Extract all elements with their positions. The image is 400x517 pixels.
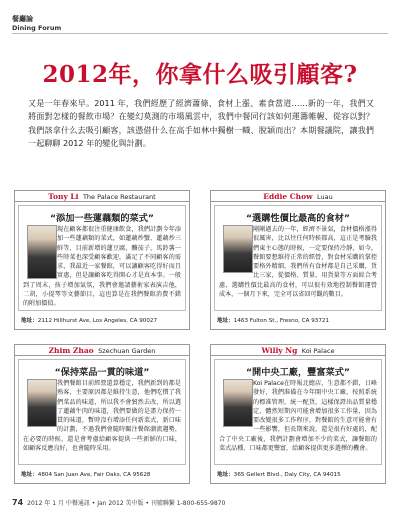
interview-card-tony-li [14,190,190,330]
interview-card-eddie-chow [210,190,386,330]
interviewee-name: Willy Ng [261,346,298,355]
interview-card-willy-ng [210,344,386,484]
card-content-box [214,205,382,311]
header-divider [12,33,388,34]
interviewee-name: Zhim Zhao [48,346,94,355]
card-content-box [18,359,186,465]
section-title-english: Dining Forum [12,24,62,32]
restaurant-name: Luau [316,193,333,201]
photo-float-spacer [219,225,253,274]
card-address [217,316,381,324]
card-quote: “保持菜品一貫的味道” [54,367,150,378]
card-quote: “選購性價比最高的食材” [246,213,350,224]
page-title: 2012年，你拿什么吸引顧客? [42,61,358,88]
photo-float-spacer [219,379,253,428]
card-header [15,345,189,356]
restaurant-name: Koi Palace [301,347,335,355]
card-header [211,345,385,356]
card-quote: “開中央工廠，豐富菜式” [246,367,350,378]
address-text: 2112 Hillhurst Ave, Los Angeles, CA 90027 [37,318,158,324]
restaurant-name: The Palace Restaurant [82,193,156,201]
address-label: 地址： [21,318,38,324]
card-header [211,191,385,202]
card-body-text: 現在顧客都很注重健康飲食，我們計劃今年添加一些蓮藕類的菜式，如蓮藕炒蟹、蓮藕炒三鮮等，目前新增的蓮豆腐、釀茄子、馬鈴薯一些時菜也深受顧客歡迎，滿足了不同顧客的需求，我最近一家餐館，可以讓顧客吃得好而且實惠，但是讓顧客吃得開心才是真本事。一般到了周末，孩子增加氣氛，我們會邀請藝術家表演吉他，二胡，小提琴等文藝節目，這也算是在我們餐館消費不錯的附加價值。 [23,226,181,308]
address-text: 1463 Fulton St., Fresno, CA 93721 [233,318,330,324]
card-body-text: Koi Palace在時報北總店，生意都不錯，日峰發好，我們准備在今年開中央工廠，按照系統的標准管理，統一配貨，這樣保證出品質量穩定，體然短期內可能會增加很多工作量，因為要改變很多工作程序，對餐館的生意可能會有一些影響，但長期來說，還是很有好處的，配合了中央工廠後，我們計劃會增加不少的菜式，讓餐館的菜式品種、口味都更豐富，給顧客提供更多選擇的機會。 [219,380,377,453]
photo-float-spacer [23,225,57,280]
intro-paragraph: 又是一年春來早。2011 年，我們經歷了經濟蕭條、食材上漲、素食當道……新的一年，我們又將面對怎樣的餐飲市場？在變幻莫測的市場風雲中，我們中餐同行該如何運籌帷幄、從容以對？我們該拿什么去吸引顧客，該憑借什么在高手如林中獨樹一幟、脫穎而出？本期餐議院，讓我們一起聊聊 2012 年的變化與計劃。 [28,98,374,148]
restaurant-name: Szechuan Garden [98,347,156,355]
address-label: 地址： [217,472,234,478]
card-address [21,470,185,478]
card-content-box [18,205,186,311]
page-number: 74 [12,498,24,507]
card-body-text: 我們餐館目前經營還算穩定，我們新到的都是熟客，主要原因都是維持生意，他們吃慣了我們菜品的味道，所以我不會貿然去改，所以選了蓮藕牛肉的味道，我們要做的是盡力保持一貫的味道，暫時沒有增添任何新菜式，新口味的計劃，不過我們會隨時關注餐館潮流趨勢，在必要的時候，還是會考慮給顧客提供一些新鮮的口味，如顧客反應良好，也會隨時采用。 [23,380,181,453]
address-label: 地址： [21,472,38,478]
footer-text: 2012 年 1 月 中餐通訊 • Jan 2012 美中版 • 刊號聯繫 1-800-655-9870 [27,500,226,507]
address-label: 地址： [217,318,234,324]
interviewee-name: Eddie Chow [263,192,313,201]
card-content-box [214,359,382,465]
card-address [217,470,381,478]
page-footer [12,498,225,507]
card-quote: “添加一些蓮藕類的菜式” [50,213,154,224]
section-title-chinese: 餐廳論 [12,15,33,23]
card-body-text: 剛剛過去的一年，經濟不景氣，食材價格漲得很厲害，比以往任何時候都高，這正是考驗我們東主心態的時候，一定要保持冷靜，如今，餐館要想維持正常的經營，對食材采購的掌控要格外精細，我們所有食材都是自己采購，貨比三家，從價格、質量、用貨量等方面綜合考慮，選購性價比最高的食材，可以很有效地控制餐館運營成本，一個月下來，完全可以省回可觀的數目。 [219,226,377,299]
address-text: 4804 San Juan Ave, Fair Oaks, CA 95628 [37,472,151,478]
photo-float-spacer [23,379,57,428]
card-address [21,316,185,324]
interview-card-zhim-zhao [14,344,190,484]
card-header [15,191,189,202]
interviewee-name: Tony Li [48,192,79,201]
address-text: 365 Gellert Blvd., Daly City, CA 94015 [233,472,341,478]
